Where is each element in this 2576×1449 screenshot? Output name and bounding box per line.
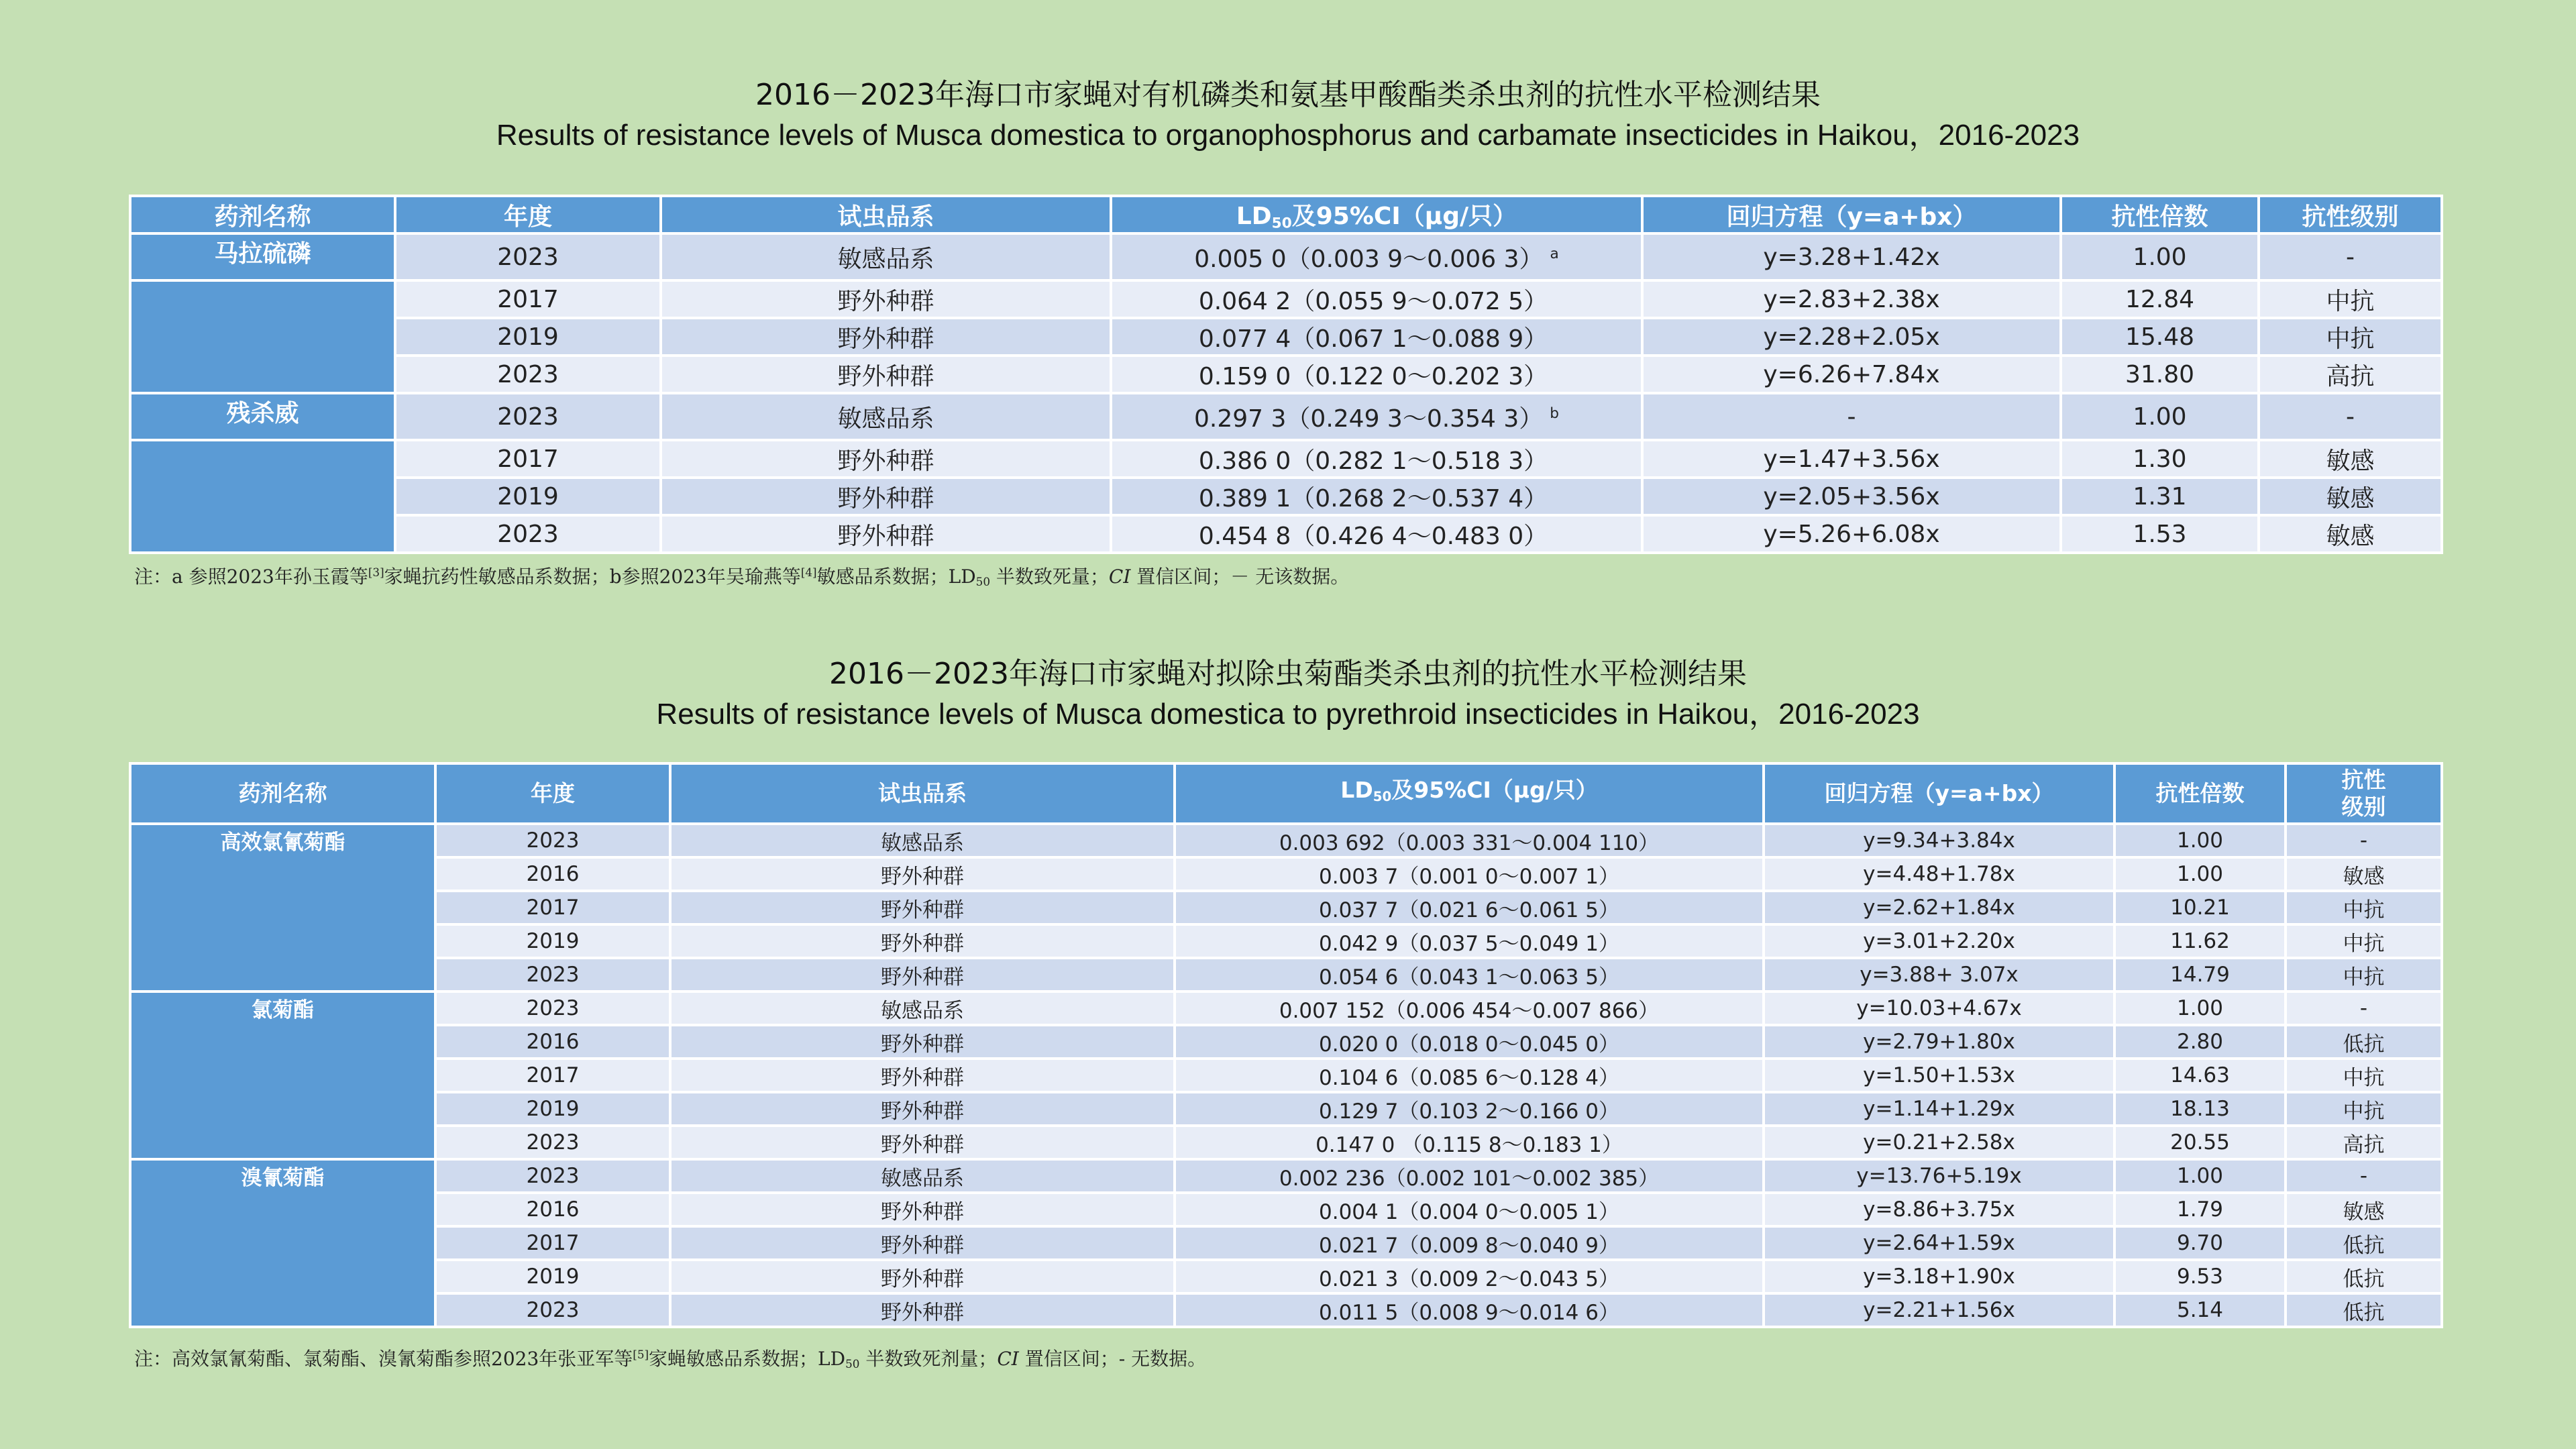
equation-cell: y=2.05+3.56x xyxy=(1642,478,2061,515)
table-row xyxy=(130,857,2442,891)
level-cell: 敏感 xyxy=(2259,478,2442,515)
ratio-cell: 18.13 xyxy=(2114,1092,2286,1126)
strain-cell: 敏感品系 xyxy=(661,233,1111,280)
header-strain: 试虫品系 xyxy=(661,196,1111,233)
header-equation: 回归方程（y=a+bx） xyxy=(1642,196,2061,233)
ratio-cell: 2.80 xyxy=(2114,1025,2286,1059)
level-cell: 低抗 xyxy=(2286,1025,2442,1059)
header-level: 抗性级别 xyxy=(2259,196,2442,233)
year-cell: 2017 xyxy=(435,1226,670,1260)
ld50-cell: 0.129 7（0.103 2～0.166 0） xyxy=(1175,1092,1764,1126)
level-cell: - xyxy=(2286,1159,2442,1193)
year-cell: 2023 xyxy=(435,1126,670,1159)
table-row xyxy=(130,356,2442,393)
header-ratio: 抗性倍数 xyxy=(2061,196,2259,233)
table-row xyxy=(130,393,2442,440)
table-row xyxy=(130,1126,2442,1159)
table-row xyxy=(130,891,2442,924)
strain-cell: 野外种群 xyxy=(670,891,1175,924)
ratio-cell: 10.21 xyxy=(2114,891,2286,924)
table1-title-en: Results of resistance levels of Musca domestica to organophosphorus and carbamate insecticides in Haikou，2016-2023 xyxy=(496,119,2080,152)
ld50-cell: 0.104 6（0.085 6～0.128 4） xyxy=(1175,1059,1764,1092)
ld50-cell: 0.454 8（0.426 4～0.483 0） xyxy=(1111,515,1642,553)
table-row xyxy=(130,924,2442,958)
table1-header-row xyxy=(130,196,2442,233)
year-cell: 2017 xyxy=(435,891,670,924)
ratio-cell: 1.00 xyxy=(2061,393,2259,440)
header-ld50: $LD_{50}$及95%CI（μg/只） xyxy=(1111,196,1642,233)
strain-cell: 野外种群 xyxy=(661,440,1111,478)
table-row xyxy=(130,1193,2442,1226)
level-cell: 中抗 xyxy=(2286,924,2442,958)
table-row xyxy=(130,233,2442,280)
drug-name-cell: 马拉硫磷 xyxy=(130,233,395,280)
ld50-cell: 0.004 1（0.004 0～0.005 1） xyxy=(1175,1193,1764,1226)
table-row xyxy=(130,958,2442,991)
level-cell: - xyxy=(2259,393,2442,440)
equation-cell: y=3.88+ 3.07x xyxy=(1764,958,2114,991)
strain-cell: 敏感品系 xyxy=(670,824,1175,857)
level-cell: 中抗 xyxy=(2286,891,2442,924)
strain-cell: 野外种群 xyxy=(670,1260,1175,1293)
equation-cell: y=4.48+1.78x xyxy=(1764,857,2114,891)
table2-title-block xyxy=(0,654,2576,735)
table-row xyxy=(130,1293,2442,1327)
drug-name-cell: 残杀威 xyxy=(130,393,395,440)
equation-cell: y=0.21+2.58x xyxy=(1764,1126,2114,1159)
level-cell: 敏感 xyxy=(2286,1193,2442,1226)
equation-cell: - xyxy=(1642,393,2061,440)
header-year: 年度 xyxy=(395,196,661,233)
table-row xyxy=(130,1159,2442,1193)
year-cell: 2023 xyxy=(435,958,670,991)
year-cell: 2019 xyxy=(395,318,661,356)
drug-name-cell-empty xyxy=(130,440,395,553)
header-level: 抗性 级别 xyxy=(2286,763,2442,824)
year-cell: 2023 xyxy=(435,1293,670,1327)
equation-cell: y=2.83+2.38x xyxy=(1642,280,2061,318)
equation-cell: y=2.64+1.59x xyxy=(1764,1226,2114,1260)
level-cell: 低抗 xyxy=(2286,1260,2442,1293)
ratio-cell: 20.55 xyxy=(2114,1126,2286,1159)
strain-cell: 敏感品系 xyxy=(670,1159,1175,1193)
ratio-cell: 31.80 xyxy=(2061,356,2259,393)
level-cell: 中抗 xyxy=(2286,1059,2442,1092)
equation-cell: y=9.34+3.84x xyxy=(1764,824,2114,857)
level-cell: 中抗 xyxy=(2286,958,2442,991)
ld50-cell: 0.021 7（0.009 8～0.040 9） xyxy=(1175,1226,1764,1260)
ratio-cell: 5.14 xyxy=(2114,1293,2286,1327)
equation-cell: y=3.18+1.90x xyxy=(1764,1260,2114,1293)
equation-cell: y=2.62+1.84x xyxy=(1764,891,2114,924)
equation-cell: y=3.01+2.20x xyxy=(1764,924,2114,958)
ld50-cell: 0.002 236（0.002 101～0.002 385） xyxy=(1175,1159,1764,1193)
equation-cell: y=13.76+5.19x xyxy=(1764,1159,2114,1193)
year-cell: 2023 xyxy=(395,515,661,553)
strain-cell: 野外种群 xyxy=(661,356,1111,393)
ld50-cell: 0.042 9（0.037 5～0.049 1） xyxy=(1175,924,1764,958)
header-drug: 药剂名称 xyxy=(130,196,395,233)
table-row xyxy=(130,1226,2442,1260)
year-cell: 2023 xyxy=(435,824,670,857)
equation-cell: y=2.28+2.05x xyxy=(1642,318,2061,356)
level-cell: 中抗 xyxy=(2259,280,2442,318)
strain-cell: 野外种群 xyxy=(670,1226,1175,1260)
level-cell: 敏感 xyxy=(2286,857,2442,891)
strain-cell: 野外种群 xyxy=(670,1092,1175,1126)
equation-cell: y=1.47+3.56x xyxy=(1642,440,2061,478)
strain-cell: 野外种群 xyxy=(670,1126,1175,1159)
table-row xyxy=(130,1260,2442,1293)
table2-title-zh: 2016－2023年海口市家蝇对拟除虫菊酯类杀虫剂的抗性水平检测结果 xyxy=(829,657,1747,691)
ratio-cell: 9.53 xyxy=(2114,1260,2286,1293)
drug-name-cell-empty xyxy=(130,280,395,393)
level-cell: 高抗 xyxy=(2259,356,2442,393)
level-cell: - xyxy=(2286,991,2442,1025)
year-cell: 2016 xyxy=(435,1193,670,1226)
strain-cell: 野外种群 xyxy=(661,515,1111,553)
drug-name-cell: 溴氰菊酯 xyxy=(130,1159,435,1327)
ld50-cell: 0.064 2（0.055 9～0.072 5） xyxy=(1111,280,1642,318)
year-cell: 2023 xyxy=(395,356,661,393)
table-row xyxy=(130,1092,2442,1126)
drug-name-cell: 高效氯氰菊酯 xyxy=(130,824,435,991)
ratio-cell: 1.30 xyxy=(2061,440,2259,478)
level-cell: - xyxy=(2259,233,2442,280)
ratio-cell: 1.79 xyxy=(2114,1193,2286,1226)
ld50-cell: 0.159 0（0.122 0～0.202 3） xyxy=(1111,356,1642,393)
strain-cell: 野外种群 xyxy=(661,318,1111,356)
strain-cell: 野外种群 xyxy=(661,478,1111,515)
table2-header-row xyxy=(130,763,2442,824)
ratio-cell: 14.63 xyxy=(2114,1059,2286,1092)
equation-cell: y=1.50+1.53x xyxy=(1764,1059,2114,1092)
ld50-cell: 0.054 6（0.043 1～0.063 5） xyxy=(1175,958,1764,991)
level-cell: 高抗 xyxy=(2286,1126,2442,1159)
equation-cell: y=6.26+7.84x xyxy=(1642,356,2061,393)
ratio-cell: 14.79 xyxy=(2114,958,2286,991)
ld50-cell: 0.021 3（0.009 2～0.043 5） xyxy=(1175,1260,1764,1293)
strain-cell: 野外种群 xyxy=(670,1193,1175,1226)
ld50-cell: 0.011 5（0.008 9～0.014 6） xyxy=(1175,1293,1764,1327)
equation-cell: y=8.86+3.75x xyxy=(1764,1193,2114,1226)
year-cell: 2023 xyxy=(435,991,670,1025)
ratio-cell: 1.00 xyxy=(2114,857,2286,891)
ratio-cell: 11.62 xyxy=(2114,924,2286,958)
ratio-cell: 1.00 xyxy=(2114,991,2286,1025)
strain-cell: 野外种群 xyxy=(670,1293,1175,1327)
drug-name-cell: 氯菊酯 xyxy=(130,991,435,1159)
year-cell: 2023 xyxy=(395,233,661,280)
year-cell: 2019 xyxy=(435,1092,670,1126)
strain-cell: 野外种群 xyxy=(661,280,1111,318)
ld50-cell: 0.020 0（0.018 0～0.045 0） xyxy=(1175,1025,1764,1059)
strain-cell: 野外种群 xyxy=(670,1025,1175,1059)
level-cell: - xyxy=(2286,824,2442,857)
level-cell: 低抗 xyxy=(2286,1293,2442,1327)
table1 xyxy=(129,195,2443,554)
ratio-cell: 1.00 xyxy=(2114,1159,2286,1193)
header-year: 年度 xyxy=(435,763,670,824)
year-cell: 2016 xyxy=(435,857,670,891)
strain-cell: 野外种群 xyxy=(670,924,1175,958)
ld50-cell: 0.389 1（0.268 2～0.537 4） xyxy=(1111,478,1642,515)
equation-cell: y=3.28+1.42x xyxy=(1642,233,2061,280)
year-cell: 2017 xyxy=(395,440,661,478)
ld50-cell: 0.386 0（0.282 1～0.518 3） xyxy=(1111,440,1642,478)
ratio-cell: 12.84 xyxy=(2061,280,2259,318)
table-row xyxy=(130,1059,2442,1092)
ld50-cell: 0.297 3（0.249 3～0.354 3） $^b$ xyxy=(1111,393,1642,440)
header-ld50: $LD_{50}$及95%CI（μg/只） xyxy=(1175,763,1764,824)
ld50-cell: 0.007 152（0.006 454～0.007 866） xyxy=(1175,991,1764,1025)
ratio-cell: 15.48 xyxy=(2061,318,2259,356)
year-cell: 2019 xyxy=(435,924,670,958)
year-cell: 2017 xyxy=(395,280,661,318)
equation-cell: y=1.14+1.29x xyxy=(1764,1092,2114,1126)
ld50-cell: 0.147 0 （0.115 8～0.183 1） xyxy=(1175,1126,1764,1159)
table2-note: 注：高效氯氰菊酯、氯菊酯、溴氰菊酯参照2023年张亚军等[5]家蝇敏感品系数据；$LD_{50}$ 半数致死剂量；CI 置信区间；- 无数据。 xyxy=(134,1347,1207,1371)
table-row xyxy=(130,515,2442,553)
table-row xyxy=(130,824,2442,857)
ratio-cell: 9.70 xyxy=(2114,1226,2286,1260)
level-cell: 低抗 xyxy=(2286,1226,2442,1260)
year-cell: 2019 xyxy=(435,1260,670,1293)
table-row xyxy=(130,440,2442,478)
header-equation: 回归方程（y=a+bx） xyxy=(1764,763,2114,824)
table-row xyxy=(130,1025,2442,1059)
table1-title-zh: 2016－2023年海口市家蝇对有机磷类和氨基甲酸酯类杀虫剂的抗性水平检测结果 xyxy=(755,78,1821,112)
equation-cell: y=2.79+1.80x xyxy=(1764,1025,2114,1059)
table1-title-block xyxy=(0,75,2576,156)
year-cell: 2017 xyxy=(435,1059,670,1092)
table-row xyxy=(130,318,2442,356)
ld50-cell: 0.077 4（0.067 1～0.088 9） xyxy=(1111,318,1642,356)
strain-cell: 敏感品系 xyxy=(661,393,1111,440)
header-drug: 药剂名称 xyxy=(130,763,435,824)
year-cell: 2023 xyxy=(395,393,661,440)
level-cell: 中抗 xyxy=(2286,1092,2442,1126)
equation-cell: y=10.03+4.67x xyxy=(1764,991,2114,1025)
ld50-cell: 0.005 0（0.003 9～0.006 3） $^a$ xyxy=(1111,233,1642,280)
level-cell: 中抗 xyxy=(2259,318,2442,356)
level-cell: 敏感 xyxy=(2259,440,2442,478)
table-row xyxy=(130,280,2442,318)
year-cell: 2019 xyxy=(395,478,661,515)
table2-title-en: Results of resistance levels of Musca domestica to pyrethroid insecticides in Haikou，2016-2023 xyxy=(656,698,1920,731)
strain-cell: 野外种群 xyxy=(670,1059,1175,1092)
table-row xyxy=(130,991,2442,1025)
year-cell: 2023 xyxy=(435,1159,670,1193)
table2 xyxy=(129,762,2443,1328)
equation-cell: y=2.21+1.56x xyxy=(1764,1293,2114,1327)
ratio-cell: 1.31 xyxy=(2061,478,2259,515)
table1-note: 注：a 参照2023年孙玉霞等[3]家蝇抗药性敏感品系数据；b参照2023年吴瑜燕等[4]敏感品系数据；$LD_{50}$ 半数致死量；CI 置信区间；－ 无该数据。 xyxy=(134,565,1350,589)
year-cell: 2016 xyxy=(435,1025,670,1059)
ratio-cell: 1.00 xyxy=(2061,233,2259,280)
equation-cell: y=5.26+6.08x xyxy=(1642,515,2061,553)
header-strain: 试虫品系 xyxy=(670,763,1175,824)
ld50-cell: 0.003 7（0.001 0～0.007 1） xyxy=(1175,857,1764,891)
ratio-cell: 1.53 xyxy=(2061,515,2259,553)
strain-cell: 野外种群 xyxy=(670,958,1175,991)
table-row xyxy=(130,478,2442,515)
strain-cell: 野外种群 xyxy=(670,857,1175,891)
ld50-cell: 0.037 7（0.021 6～0.061 5） xyxy=(1175,891,1764,924)
ratio-cell: 1.00 xyxy=(2114,824,2286,857)
ld50-cell: 0.003 692（0.003 331～0.004 110） xyxy=(1175,824,1764,857)
header-ratio: 抗性倍数 xyxy=(2114,763,2286,824)
strain-cell: 敏感品系 xyxy=(670,991,1175,1025)
level-cell: 敏感 xyxy=(2259,515,2442,553)
